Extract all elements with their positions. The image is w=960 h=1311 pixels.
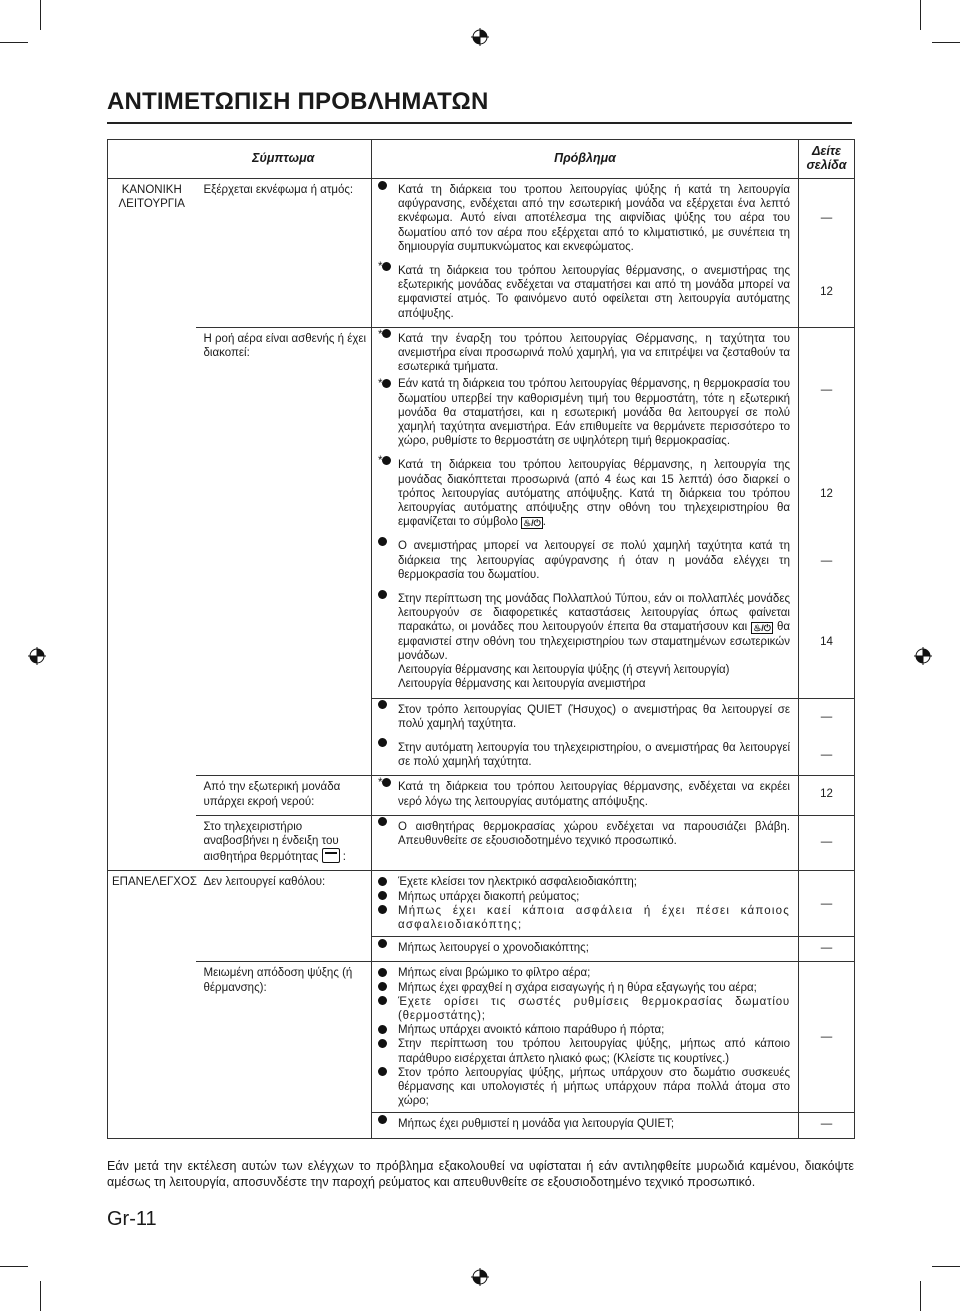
crop-mark	[932, 42, 960, 43]
bullet-mark	[378, 1037, 387, 1051]
problem-text: Μήπως λειτουργεί ο χρονοδιακόπτης;	[398, 942, 589, 955]
defrost-symbol-icon: ♨/⏻	[523, 518, 541, 529]
registration-mark-icon	[471, 28, 489, 46]
crop-mark	[40, 1281, 41, 1311]
empty-cell	[108, 698, 196, 737]
problem-text: Στην αυτόματη λειτουργία του τηλεχειριστηρίου, ο ανεμιστήρας θα λειτουργεί σε πολύ χαμηλή ταχύτητα.	[398, 741, 790, 769]
symptom-cell: Εξέρχεται εκνέφωμα ή ατμός:	[196, 179, 372, 328]
problem-text: Λειτουργία θέρμανσης και λειτουργία ψύξης (ή στεγνή λειτουργία)	[398, 664, 730, 677]
problem-text: Κατά τη διάρκεια του τρόπου λειτουργίας θέρμανσης, ενδέχεται να εκρέει νερό λόγω της λειτουργίας αυτόματης απόψυξης.	[398, 781, 790, 808]
title-rule	[107, 122, 852, 124]
problem-cell	[372, 588, 799, 698]
bullet-mark	[378, 966, 387, 980]
page-title: ΑΝΤΙΜΕΤΩΠΙΣΗ ΠΡΟΒΛΗΜΑΤΩΝ	[107, 88, 489, 115]
bullet-mark: *	[378, 377, 391, 391]
bullet-mark	[378, 1113, 387, 1127]
page-number: Gr-11	[107, 1208, 157, 1230]
page-ref: —	[799, 698, 855, 737]
symptom-cell: Η ροή αέρα είναι ασθενής ή έχει διακοπεί:	[196, 327, 372, 775]
table-row	[108, 179, 855, 261]
bullet-mark	[378, 904, 387, 918]
page-ref: —	[799, 535, 855, 588]
problem-text: Λειτουργία θέρμανσης και λειτουργία ανεμιστήρα	[398, 678, 646, 691]
problem-cell	[372, 962, 799, 1113]
header-blank	[108, 140, 196, 179]
problem-text: Στον τρόπο λειτουργίας QUIET (Ήσυχος) ο ανεμιστήρας θα λειτουργεί σε πολύ χαμηλή ταχύτητα.	[398, 703, 790, 730]
empty-cell	[108, 454, 196, 535]
header-symptom: Σύμπτωμα	[252, 150, 315, 165]
problem-cell	[372, 871, 799, 937]
problem-cell	[372, 327, 799, 454]
symptom-cell: Από την εξωτερική μονάδα υπάρχει εκροή νερού:	[196, 776, 372, 815]
page-ref: —	[799, 1113, 855, 1138]
page-ref: 14	[799, 588, 855, 698]
crop-mark	[0, 1266, 28, 1267]
page-ref: 12	[799, 260, 855, 327]
empty-cell	[108, 535, 196, 588]
problem-cell	[372, 776, 799, 815]
problem-text: Στην περίπτωση της μονάδας Πολλαπλού Τύπου, εάν οι πολλαπλές μονάδες λειτουργούν σε διαφορετικές καταστάσεις λειτουργίας όπως φαίνεται παρακάτω, οι μονάδες που λειτουργούν έπειτα θα σταματήσουν και	[398, 593, 790, 634]
problem-text: Στην περίπτωση του τρόπου λειτουργίας ψύξης, μήπως από κάποιο παράθυρο εισέρχεται άπλετο ηλιακό φως; (Κλείστε τις κουρτίνες.)	[398, 1038, 790, 1065]
table-header-row	[108, 140, 855, 179]
sensor-icon	[322, 848, 340, 863]
table-row	[108, 776, 855, 815]
bullet-mark	[378, 179, 387, 193]
page-ref: 12	[799, 454, 855, 535]
bullet-mark	[378, 588, 387, 602]
problem-cell	[372, 815, 799, 871]
problem-text: Μήπως έχει φραχθεί η σχάρα εισαγωγής ή η θύρα εξαγωγής του αέρα;	[398, 981, 757, 994]
problem-text: Στον τρόπο λειτουργίας ψύξης, μήπως υπάρχουν στο δωμάτιο συσκευές θέρμανσης και υπολογιστές ή μήπως υπάρχουν πάρα πολλά άτομα στο χώρο;	[398, 1066, 790, 1108]
problem-text: Μήπως υπάρχει διακοπή ρεύματος;	[398, 890, 580, 903]
crop-mark	[40, 0, 41, 30]
bullet-mark	[378, 875, 387, 889]
page-ref: —	[799, 871, 855, 937]
standby-symbol-icon: ♨/⏻	[753, 623, 771, 634]
problem-text: Μήπως έχει καεί κάποια ασφάλεια ή έχει πέσει κάποιος ασφαλειοδιακόπτης;	[398, 904, 790, 931]
footer-note: Εάν μετά την εκτέλεση αυτών των ελέγχων το πρόβλημα εξακολουθεί να υφίσταται ή εάν αντιληφθείτε μυρωδιά καμένου, διακόψτε αμέσως τη λειτουργία, αποσυνδέστε την παροχή ρεύματος και απευθυνθείτε σε εξουσιοδοτημένο τεχνικό προσωπικό.	[107, 1159, 854, 1189]
problem-text: Ο ανεμιστήρας μπορεί να λειτουργεί σε πολύ χαμηλή ταχύτητα κατά τη διάρκεια της λειτουργίας αφύγρανσης ή όταν η μονάδα ελέγχει τη θερμοκρασία του δωματίου.	[398, 540, 790, 581]
problem-text: Κατά τη διάρκεια του τρόπου λειτουργίας θέρμανσης, ο ανεμιστήρας της εξωτερικής μονάδας ενδέχεται να σταματήσει και από τη μονάδα μπορεί να εμφανιστεί ατμός. Το φαινόμενο αυτό οφείλεται στη λειτουργία αυτόματης απόψυξης.	[398, 265, 790, 320]
empty-cell	[108, 588, 196, 698]
empty-cell	[108, 962, 196, 1113]
problem-cell	[372, 937, 799, 962]
problem-text: Ο αισθητήρας θερμοκρασίας χώρου ενδέχεται να παρουσιάζει βλάβη. Απευθυνθείτε σε εξουσιοδοτημένο τεχνικό προσωπικό.	[398, 820, 790, 847]
bullet-mark	[378, 535, 387, 549]
problem-cell	[372, 260, 799, 327]
category-label: ΕΠΑΝΕΛΕΓΧΟΣ	[108, 871, 196, 962]
bullet-mark	[378, 737, 387, 751]
bullet-mark: *	[378, 454, 391, 468]
bullet-mark	[378, 937, 387, 951]
empty-cell	[108, 327, 196, 454]
empty-cell	[108, 776, 196, 815]
page-ref: —	[799, 937, 855, 962]
registration-mark-icon	[471, 1268, 489, 1286]
problem-text: Κατά τη διάρκεια του τρόπου λειτουργίας θέρμανσης, η λειτουργία της μονάδας διακόπτεται προσωρινά (από 4 έως και 15 λεπτά) όσο διαρκεί ο τρόπος λειτουργίας αυτόματης απόψυξης. Κατά τη διάρκεια του τρόπου λειτουργίας αυτόματης απόψυξης στην οθόνη του τηλεχειριστηρίου θα εμφανίζεται το σύμβολο	[398, 459, 790, 529]
crop-mark	[0, 42, 28, 43]
problem-text: Έχετε ορίσει τις σωστές ρυθμίσεις θερμοκρασίας δωματίου (θερμοστάτης);	[398, 995, 790, 1022]
table-row	[108, 815, 855, 871]
empty-cell	[108, 815, 196, 871]
problem-cell	[372, 1113, 799, 1138]
problem-cell	[372, 698, 799, 737]
page-ref: 12	[799, 776, 855, 815]
problem-cell	[372, 535, 799, 588]
bullet-mark	[378, 1023, 387, 1037]
bullet-mark	[378, 816, 387, 830]
crop-mark	[932, 1266, 960, 1267]
symptom-cell	[196, 815, 372, 871]
bullet-mark: *	[378, 328, 391, 342]
registration-mark-icon	[914, 647, 932, 665]
problem-text: Έχετε κλείσει τον ηλεκτρικό ασφαλειοδιακόπτη;	[398, 876, 637, 889]
symptom-cell: Μειωμένη απόδοση ψύξης (ή θέρμανσης):	[196, 962, 372, 1138]
page-ref: —	[799, 737, 855, 776]
bullet-mark	[378, 981, 387, 995]
bullet-mark	[378, 995, 387, 1009]
page-ref: —	[799, 327, 855, 454]
bullet-mark: *	[378, 260, 391, 274]
symptom-text: Στο τηλεχειριστήριο αναβοσβήνει η ένδειξη του αισθητήρα θερμότητας	[203, 820, 339, 864]
problem-text: Μήπως είναι βρώμικο το φίλτρο αέρα;	[398, 967, 591, 980]
problem-text: Εάν κατά τη διάρκεια του τρόπου λειτουργίας θέρμανσης, η θερμοκρασία του δωματίου υπερβεί την καθορισμένη τιμή του θερμοστάτη, τότε η εξωτερική μονάδα θα σταματήσει, και η εσωτερική μονάδα θα λειτουργεί σε πολύ χαμηλή ταχύτητα ανεμιστήρα. Εάν επιθυμείτε να θερμάνετε περισσότερο το χώρο, ρυθμίστε το θερμοστάτη σε υψηλότερη τιμή θερμοκρασίας.	[398, 378, 790, 448]
registration-mark-icon	[28, 647, 46, 665]
page-ref: —	[799, 179, 855, 261]
table-row	[108, 962, 855, 1113]
crop-mark	[920, 1281, 921, 1311]
symptom-cell: Δεν λειτουργεί καθόλου:	[196, 871, 372, 962]
bullet-mark	[378, 890, 387, 904]
problem-text: Μήπως υπάρχει ανοικτό κάποιο παράθυρο ή πόρτα;	[398, 1024, 665, 1037]
problem-cell	[372, 737, 799, 776]
bullet-mark	[378, 699, 387, 713]
page-ref: —	[799, 815, 855, 871]
header-see-page: Δείτε σελίδα	[799, 140, 855, 179]
troubleshooting-table	[107, 139, 855, 1139]
table-row	[108, 871, 855, 937]
empty-cell	[108, 737, 196, 776]
bullet-mark	[378, 1066, 387, 1080]
page-ref: —	[799, 962, 855, 1113]
empty-cell	[108, 1113, 196, 1138]
problem-cell	[372, 179, 799, 261]
problem-text: Κατά την έναρξη του τρόπου λειτουργίας Θέρμανσης, η ταχύτητα του ανεμιστήρα είναι προσωρινά πολύ χαμηλή, για να επιτρέψει να ζεσταθούν τα εσωτερικά τμήματα.	[398, 332, 790, 374]
category-label: ΚΑΝΟΝΙΚΗ ΛΕΙΤΟΥΡΓΙΑ	[108, 179, 196, 328]
header-problem: Πρόβλημα	[372, 140, 799, 179]
table-row	[108, 327, 855, 454]
problem-text: Μήπως έχει ρυθμιστεί η μονάδα για λειτουργία QUIET;	[398, 1118, 675, 1131]
problem-cell: * Κατά τη διάρκεια του τρόπου λειτουργίας θέρμανσης, η λειτουργία της μονάδας διακόπτεται προσωρινά (από 4 έως και 15 λεπτά) όσο διαρκεί ο τρόπος λειτουργίας αυτόματης απόψυξης. Κατά τη διάρκεια του τρόπου λειτουργίας αυτόματης απόψυξης στην οθόνη του τηλεχειριστηρίου θα εμφανίζεται το σύμβολο ♨/⏻ .	[372, 454, 799, 535]
problem-text: θα εμφανιστεί στην οθόνη του τηλεχειριστηρίου των σταματημένων εσωτερικών μονάδων.	[398, 621, 791, 662]
symptom-text: :	[342, 851, 346, 864]
problem-text: Κατά τη διάρκεια του τροπου λειτουργίας ψύξης ή κατά τη λειτουργία αφύγρανσης, ενδέχεται από την εσωτερική μονάδα να εξέρχεται ένα λεπτό εκνέφωμα. Αυτό είναι αποτέλεσμα της αιφνίδιας ψύξης του αέρα του δωματίου από τον αέρα που εξέρχεται από το κλιματιστικό, με συνέπεια τη δημιουργία συμπυκνώματος και εκνεφώματος.	[398, 184, 790, 253]
bullet-mark: *	[378, 776, 391, 790]
crop-mark	[920, 0, 921, 30]
